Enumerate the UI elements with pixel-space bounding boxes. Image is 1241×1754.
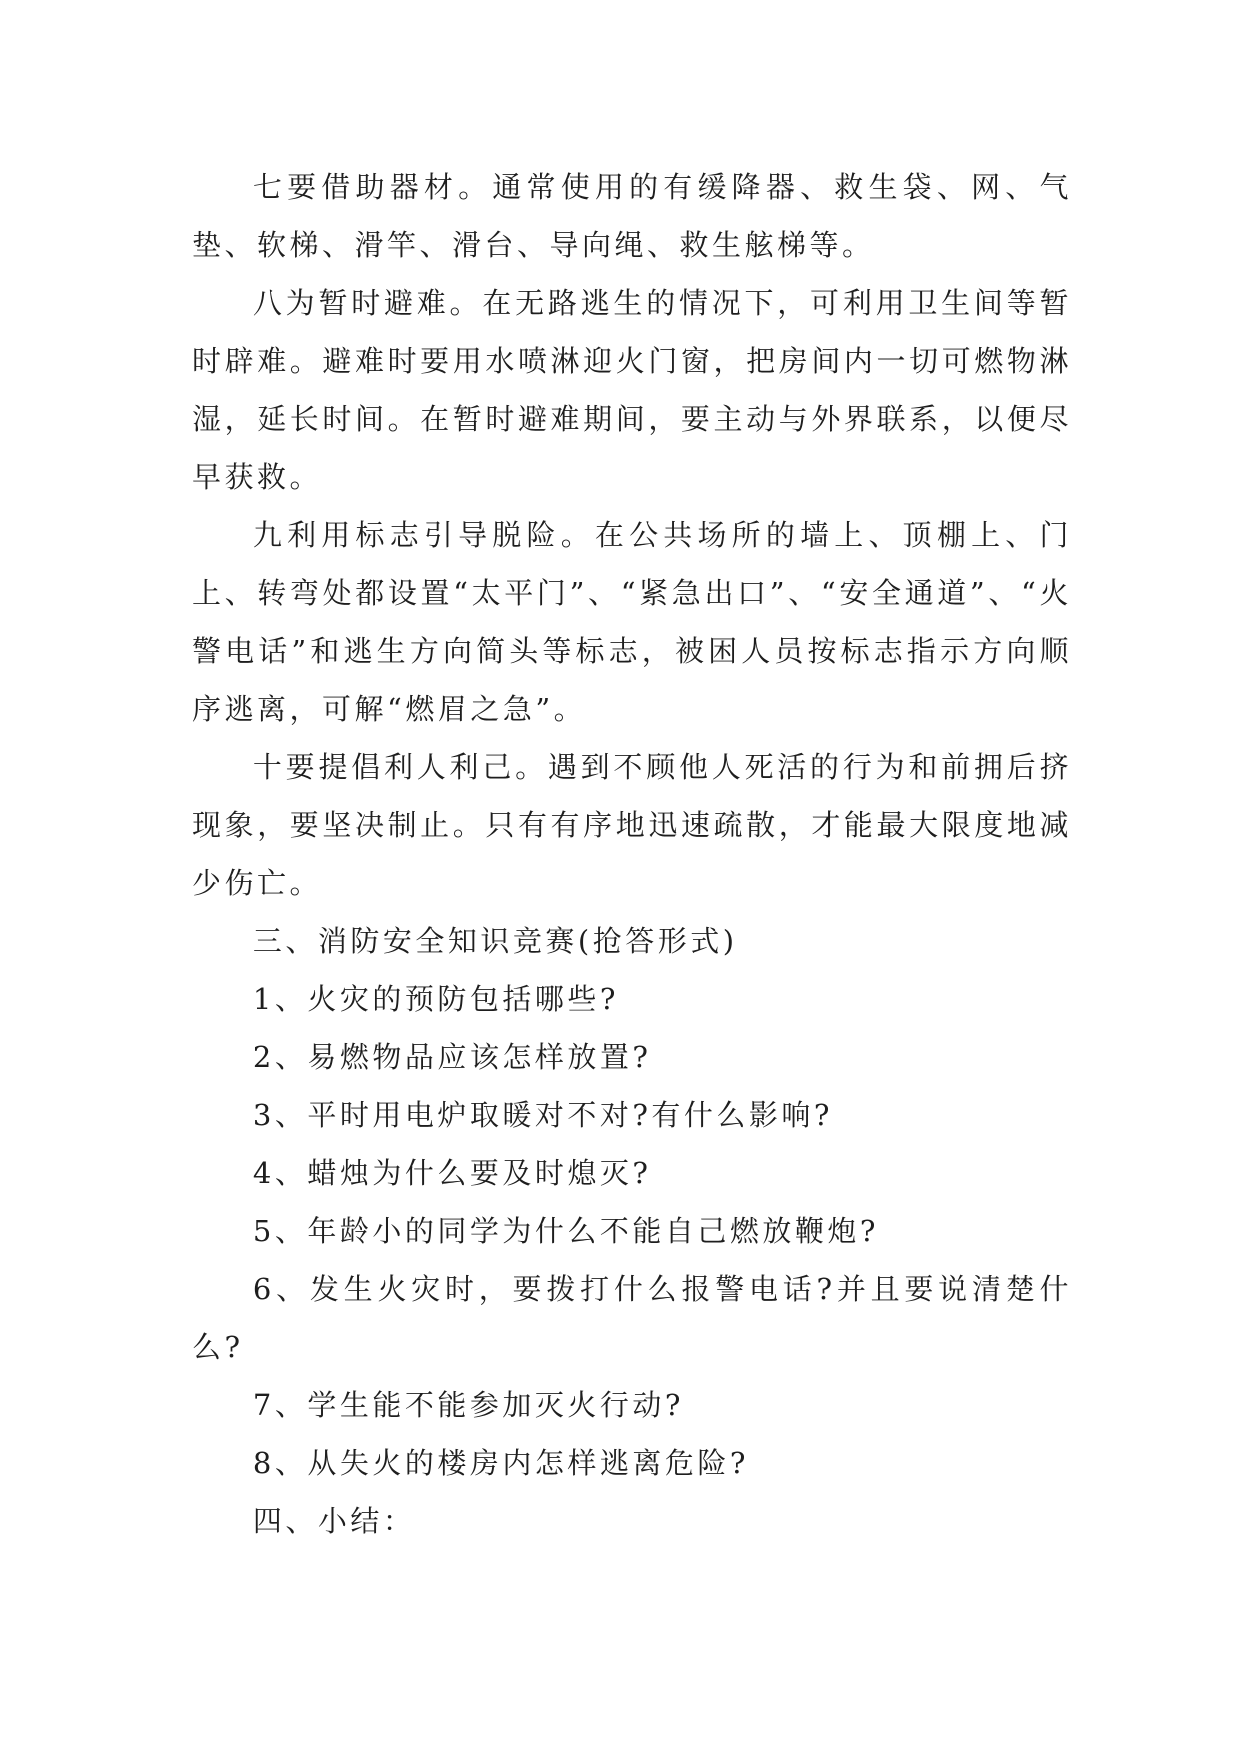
quiz-question-8: 8、从失火的楼房内怎样逃离危险?	[252, 1446, 749, 1480]
paragraph-equipment: 七要借助器材。通常使用的有缓降器、救生袋、网、气垫、软梯、滑竿、滑台、导向绳、救生舷梯等。	[192, 170, 1072, 262]
quiz-question-6: 6、发生火灾时，要拨打什么报警电话?并且要说清楚什么?	[192, 1272, 1072, 1364]
quiz-question-1: 1、火灾的预防包括哪些?	[252, 982, 619, 1016]
paragraph-help-others: 十要提倡利人利己。遇到不顾他人死活的行为和前拥后挤现象，要坚决制止。只有有序地迅速疏散，才能最大限度地减少伤亡。	[192, 750, 1072, 900]
quiz-question-3: 3、平时用电炉取暖对不对?有什么影响?	[252, 1098, 833, 1132]
paragraph-temporary-refuge: 八为暂时避难。在无路逃生的情况下，可利用卫生间等暂时辟难。避难时要用水喷淋迎火门窗，把房间内一切可燃物淋湿，延长时间。在暂时避难期间，要主动与外界联系，以便尽早获救。	[192, 286, 1072, 494]
quiz-question-4: 4、蜡烛为什么要及时熄灭?	[252, 1156, 652, 1190]
section-heading-quiz: 三、消防安全知识竞赛(抢答形式)	[252, 924, 738, 958]
paragraph-exit-signs: 九利用标志引导脱险。在公共场所的墙上、顶棚上、门上、转弯处都设置“太平门”、“紧急出口”、“安全通道”、“火警电话”和逃生方向简头等标志，被困人员按标志指示方向顺序逃离，可解“燃眉之急”。	[192, 518, 1072, 726]
document-body	[192, 158, 1072, 1550]
quiz-question-2: 2、易燃物品应该怎样放置?	[252, 1040, 652, 1074]
section-heading-summary: 四、小结：	[252, 1504, 416, 1538]
quiz-question-5: 5、年龄小的同学为什么不能自己燃放鞭炮?	[252, 1214, 879, 1248]
quiz-question-7: 7、学生能不能参加灭火行动?	[252, 1388, 684, 1422]
